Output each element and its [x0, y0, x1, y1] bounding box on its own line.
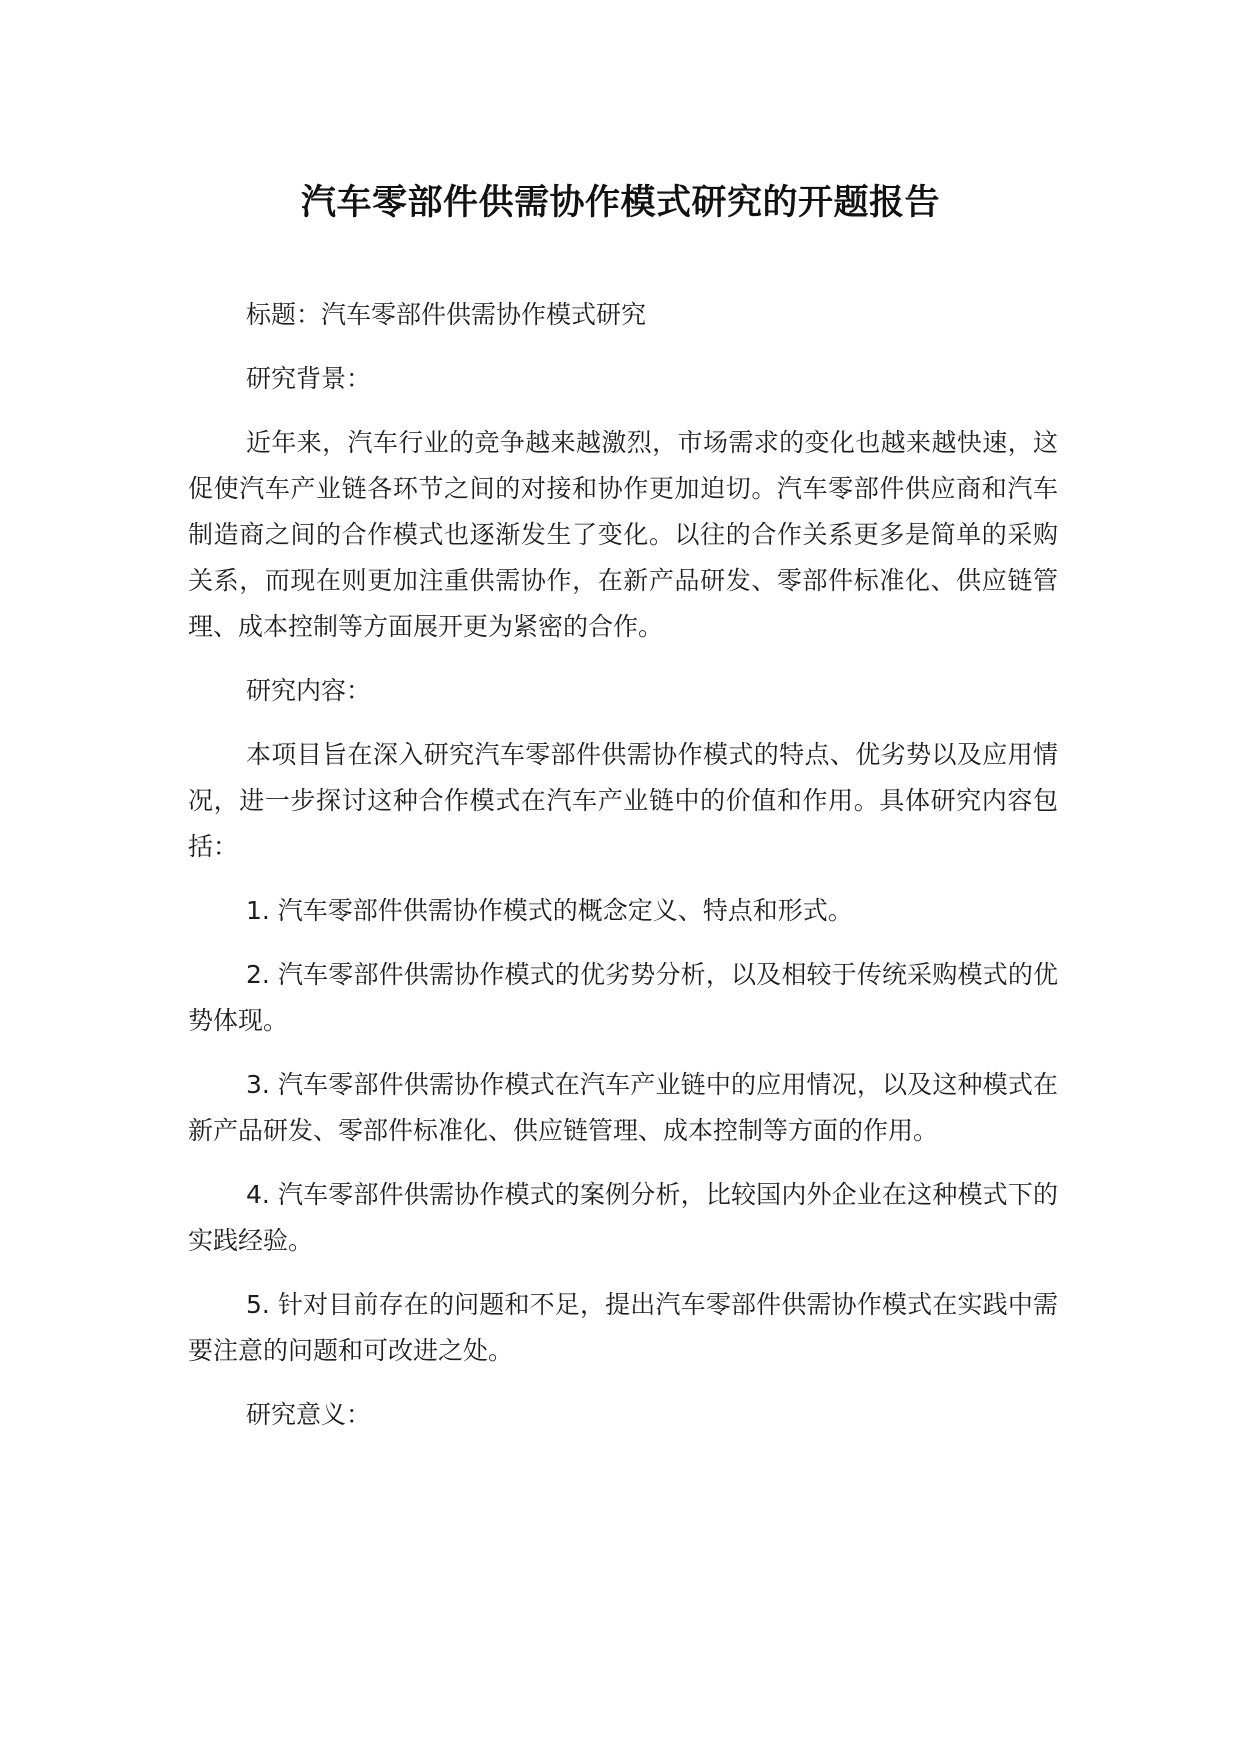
document-body — [188, 292, 1058, 1456]
content-item-3: 3. 汽车零部件供需协作模式在汽车产业链中的应用情况，以及这种模式在新产品研发、零部件标准化、供应链管理、成本控制等方面的作用。 — [188, 1070, 1058, 1145]
section-heading-significance: 研究意义： — [246, 1400, 372, 1429]
section-heading-background: 研究背景： — [246, 364, 372, 393]
content-item-2: 2. 汽车零部件供需协作模式的优劣势分析，以及相较于传统采购模式的优势体现。 — [188, 960, 1058, 1035]
content-intro-paragraph: 本项目旨在深入研究汽车零部件供需协作模式的特点、优劣势以及应用情况，进一步探讨这种合作模式在汽车产业链中的价值和作用。具体研究内容包括： — [188, 740, 1058, 861]
background-paragraph: 近年来，汽车行业的竞争越来越激烈，市场需求的变化也越来越快速，这促使汽车产业链各环节之间的对接和协作更加迫切。汽车零部件供应商和汽车制造商之间的合作模式也逐渐发生了变化。以往的合作关系更多是简单的采购关系，而现在则更加注重供需协作，在新产品研发、零部件标准化、供应链管理、成本控制等方面展开更为紧密的合作。 — [188, 428, 1058, 641]
page-title: 汽车零部件供需协作模式研究的开题报告 — [300, 183, 940, 223]
content-item-1: 1. 汽车零部件供需协作模式的概念定义、特点和形式。 — [246, 896, 853, 925]
title-label-line: 标题：汽车零部件供需协作模式研究 — [246, 300, 647, 329]
section-heading-content: 研究内容： — [246, 676, 372, 705]
content-item-5: 5. 针对目前存在的问题和不足，提出汽车零部件供需协作模式在实践中需要注意的问题和可改进之处。 — [188, 1290, 1058, 1365]
content-item-4: 4. 汽车零部件供需协作模式的案例分析，比较国内外企业在这种模式下的实践经验。 — [188, 1180, 1058, 1255]
